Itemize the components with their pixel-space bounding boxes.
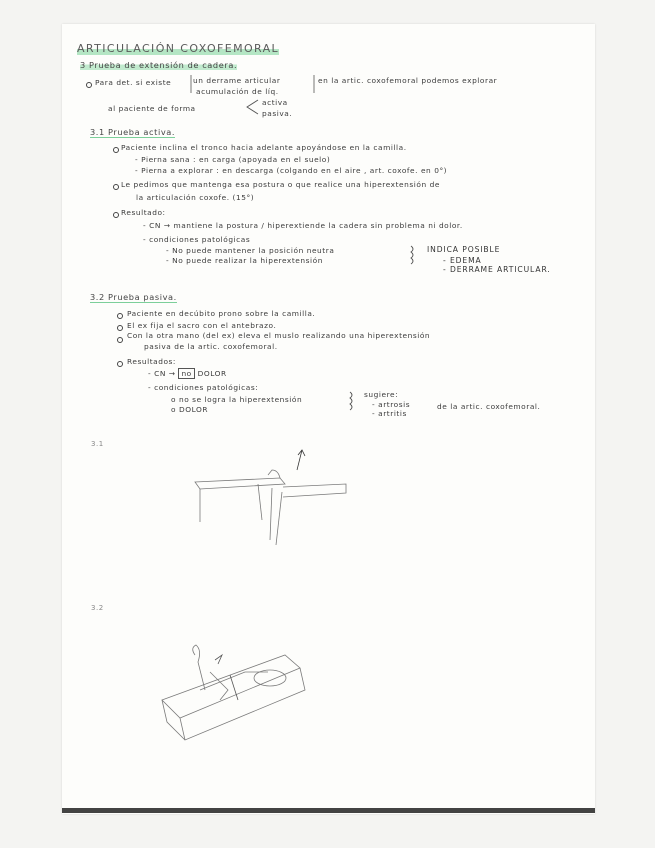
active-result-label: Resultado: bbox=[121, 208, 166, 217]
table-leg-2 bbox=[258, 484, 262, 520]
sugiere-brace-icon bbox=[350, 392, 352, 410]
active-test-heading-text: 3.1 Prueba activa. bbox=[90, 127, 176, 137]
figure-1-sketch bbox=[195, 450, 346, 545]
intro-text-b: un derrame articular bbox=[193, 76, 281, 85]
intro-text-d: en la artic. coxofemoral podemos explorar bbox=[318, 76, 498, 85]
lifted-leg bbox=[193, 645, 205, 690]
passive-bullet-2: El ex fija el sacro con el antebrazo. bbox=[127, 321, 277, 330]
page-title: ARTICULACIÓN COXOFEMORAL bbox=[77, 42, 280, 55]
sugiere-item-2: - artritis bbox=[372, 409, 407, 418]
passive-result-label: Resultados: bbox=[127, 357, 176, 366]
passive-bullet-1: Paciente en decúbito prono sobre la camilla. bbox=[127, 309, 316, 318]
no-boxed-word: no bbox=[178, 368, 194, 379]
intro-text-e: al paciente de forma bbox=[108, 104, 196, 113]
figure-2-label: 3.2 bbox=[91, 604, 104, 612]
passive-bullet-3b: pasiva de la artic. coxofemoral. bbox=[144, 342, 278, 351]
active-result-pathologic: - condiciones patológicas bbox=[143, 235, 251, 244]
indica-brace-icon bbox=[411, 246, 413, 264]
active-path-item-2: - No puede realizar la hiperextensión bbox=[166, 256, 323, 265]
indica-item-2: - DERRAME ARTICULAR. bbox=[443, 265, 551, 274]
active-bullet-2a: Le pedimos que mantenga esa postura o que realice una hiperextensión de bbox=[121, 180, 440, 189]
passive-path-item-2: o DOLOR bbox=[171, 405, 209, 414]
passive-path-item-1: o no se logra la hiperextensión bbox=[171, 395, 303, 404]
intro-text-c: acumulación de líq. bbox=[196, 87, 279, 96]
sugiere-label: sugiere: bbox=[364, 390, 399, 399]
passive-test-heading-text: 3.2 Prueba pasiva. bbox=[90, 292, 177, 302]
passive-result-normal-prefix: - CN → bbox=[148, 369, 176, 378]
intro-text-a: Para det. si existe bbox=[95, 78, 172, 87]
indica-item-1: - EDEMA bbox=[443, 256, 482, 265]
bed-top bbox=[162, 655, 300, 718]
figure-2-sketch bbox=[162, 645, 305, 740]
sugiere-tail: de la artic. coxofemoral. bbox=[437, 402, 541, 411]
sugiere-item-1: - artrosis bbox=[372, 400, 411, 409]
active-bullet-1-item-2: - Pierna a explorar : en descarga (colgando en el aire , art. coxofe. en 0°) bbox=[135, 166, 448, 175]
patient-leg-support-2 bbox=[276, 492, 282, 545]
lift-arrow-2-icon bbox=[215, 655, 222, 664]
bed-front bbox=[162, 700, 185, 740]
indica-label: INDICA POSIBLE bbox=[427, 245, 501, 254]
form-active: activa bbox=[262, 98, 288, 107]
patient-leg bbox=[283, 484, 346, 497]
active-bullet-1-item-1: - Pierna sana : en carga (apoyada en el suelo) bbox=[135, 155, 331, 164]
patient-shoulder bbox=[268, 470, 280, 478]
active-bullet-1: Paciente inclina el tronco hacia adelante apoyándose en la camilla. bbox=[121, 143, 407, 152]
active-bullet-2b: la articulación coxofe. (15°) bbox=[136, 193, 255, 202]
section-3-heading: 3 Prueba de extensión de cadera. bbox=[80, 60, 238, 70]
table-top bbox=[195, 478, 285, 489]
examiner-arm bbox=[210, 672, 228, 700]
passive-result-pathologic: - condiciones patológicas: bbox=[148, 383, 259, 392]
patient-leg-support bbox=[270, 488, 272, 540]
choice-brace-icon bbox=[247, 100, 258, 114]
active-result-normal: - CN → mantiene la postura / hiperextiende la cadera sin problema ni dolor. bbox=[143, 221, 463, 230]
passive-bullet-3a: Con la otra mano (del ex) eleva el muslo realizando una hiperextensión bbox=[127, 331, 431, 340]
figure-1-label: 3.1 bbox=[91, 440, 104, 448]
form-passive: pasiva. bbox=[262, 109, 293, 118]
passive-result-normal-suffix: DOLOR bbox=[197, 369, 227, 378]
active-path-item-1: - No puede mantener la posición neutra bbox=[166, 246, 335, 255]
